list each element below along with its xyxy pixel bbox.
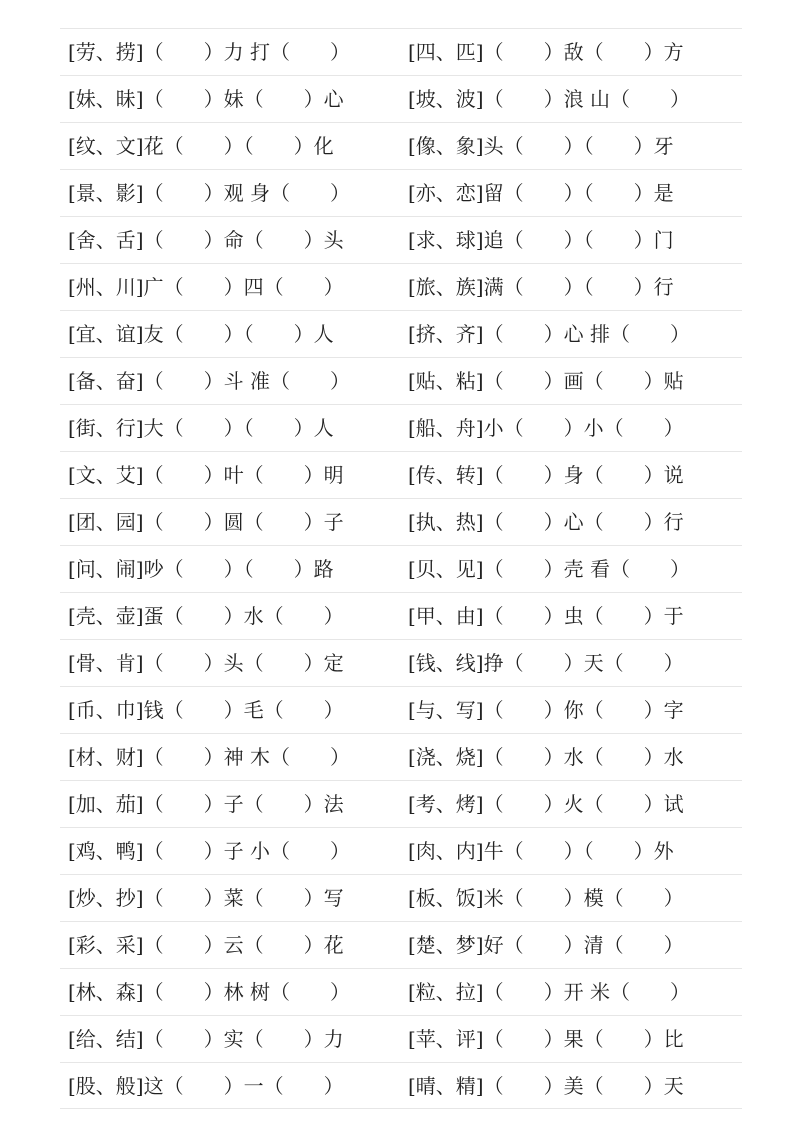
- exercise-left: [68, 170, 350, 216]
- char-pair: [船、舟]: [408, 416, 484, 440]
- exercise-right: [408, 405, 684, 451]
- exercise-right: [408, 76, 690, 122]
- char-pair: [给、结]: [68, 1027, 144, 1051]
- exercise-right: [408, 123, 674, 169]
- char-pair: [旅、族]: [408, 275, 484, 299]
- worksheet-row: [60, 216, 742, 263]
- fill-in-blanks[interactable]: （ ）子 小（ ）: [143, 839, 350, 863]
- fill-in-blanks[interactable]: （ ）身（ ）说: [483, 463, 684, 487]
- char-pair: [加、茄]: [68, 792, 144, 816]
- char-pair: [像、象]: [408, 134, 484, 158]
- fill-in-blanks[interactable]: （ ）虫（ ）于: [483, 604, 684, 628]
- char-pair: [晴、精]: [408, 1074, 484, 1098]
- exercise-left: [68, 1063, 344, 1109]
- char-pair: [备、奋]: [68, 369, 144, 393]
- char-pair: [板、饭]: [408, 886, 484, 910]
- exercise-right: [408, 29, 684, 75]
- char-pair: [骨、肯]: [68, 651, 144, 675]
- exercise-left: [68, 311, 334, 357]
- fill-in-blanks[interactable]: 米（ ）模（ ）: [483, 886, 684, 910]
- exercise-left: [68, 358, 350, 404]
- char-pair: [坡、波]: [408, 87, 484, 111]
- exercise-right: [408, 311, 690, 357]
- exercise-left: [68, 217, 344, 263]
- worksheet-row: [60, 1015, 742, 1062]
- char-pair: [劳、捞]: [68, 40, 144, 64]
- worksheet-row: [60, 1062, 742, 1109]
- worksheet-row: [60, 310, 742, 357]
- exercise-left: [68, 499, 344, 545]
- worksheet-row: [60, 28, 742, 75]
- fill-in-blanks[interactable]: 友（ ）（ ）人: [143, 322, 334, 346]
- fill-in-blanks[interactable]: （ ）观 身（ ）: [143, 181, 350, 205]
- exercise-right: [408, 828, 674, 874]
- fill-in-blanks[interactable]: （ ）菜（ ）写: [143, 886, 344, 910]
- char-pair: [街、行]: [68, 416, 144, 440]
- fill-in-blanks[interactable]: 留（ ）（ ）是: [483, 181, 674, 205]
- char-pair: [甲、由]: [408, 604, 484, 628]
- fill-in-blanks[interactable]: 蛋（ ）水（ ）: [143, 604, 344, 628]
- fill-in-blanks[interactable]: 小（ ）小（ ）: [483, 416, 684, 440]
- char-pair: [文、艾]: [68, 463, 144, 487]
- fill-in-blanks[interactable]: 花（ ）（ ）化: [143, 134, 334, 158]
- fill-in-blanks[interactable]: （ ）云（ ）花: [143, 933, 344, 957]
- char-pair: [传、转]: [408, 463, 484, 487]
- char-pair: [粒、拉]: [408, 980, 484, 1004]
- worksheet-row: [60, 545, 742, 592]
- exercise-left: [68, 29, 350, 75]
- fill-in-blanks[interactable]: 牛（ ）（ ）外: [483, 839, 674, 863]
- char-pair: [舍、舌]: [68, 228, 144, 252]
- fill-in-blanks[interactable]: （ ）水（ ）水: [483, 745, 684, 769]
- fill-in-blanks[interactable]: （ ）叶（ ）明: [143, 463, 344, 487]
- char-pair: [纹、文]: [68, 134, 144, 158]
- char-pair: [币、巾]: [68, 698, 144, 722]
- char-pair: [求、球]: [408, 228, 484, 252]
- char-pair: [材、财]: [68, 745, 144, 769]
- char-pair: [肉、内]: [408, 839, 484, 863]
- fill-in-blanks[interactable]: 满（ ）（ ）行: [483, 275, 674, 299]
- exercise-right: [408, 1016, 684, 1062]
- char-pair: [浇、烧]: [408, 745, 484, 769]
- worksheet-row: [60, 874, 742, 921]
- exercise-right: [408, 217, 674, 263]
- fill-in-blanks[interactable]: （ ）你（ ）字: [483, 698, 684, 722]
- char-pair: [州、川]: [68, 275, 144, 299]
- worksheet-row: [60, 639, 742, 686]
- exercise-right: [408, 640, 684, 686]
- worksheet-row: [60, 686, 742, 733]
- fill-in-blanks[interactable]: 钱（ ）毛（ ）: [143, 698, 344, 722]
- worksheet-row: [60, 404, 742, 451]
- fill-in-blanks[interactable]: （ ）圆（ ）子: [143, 510, 344, 534]
- exercise-left: [68, 405, 334, 451]
- char-pair: [贴、粘]: [408, 369, 484, 393]
- exercise-left: [68, 640, 344, 686]
- worksheet-row: [60, 451, 742, 498]
- fill-in-blanks[interactable]: （ ）美（ ）天: [483, 1074, 684, 1098]
- char-pair: [壳、壶]: [68, 604, 144, 628]
- char-pair: [炒、抄]: [68, 886, 144, 910]
- exercise-left: [68, 828, 350, 874]
- char-pair: [问、闹]: [68, 557, 144, 581]
- fill-in-blanks[interactable]: （ ）浪 山（ ）: [483, 87, 690, 111]
- fill-in-blanks[interactable]: （ ）敌（ ）方: [483, 40, 684, 64]
- fill-in-blanks[interactable]: （ ）心（ ）行: [483, 510, 684, 534]
- fill-in-blanks[interactable]: （ ）心 排（ ）: [483, 322, 690, 346]
- char-pair: [宜、谊]: [68, 322, 144, 346]
- fill-in-blanks[interactable]: （ ）果（ ）比: [483, 1027, 684, 1051]
- exercise-left: [68, 452, 344, 498]
- exercise-right: [408, 264, 674, 310]
- fill-in-blanks[interactable]: 广（ ）四（ ）: [143, 275, 344, 299]
- exercise-right: [408, 734, 684, 780]
- worksheet: [60, 28, 742, 1109]
- exercise-left: [68, 546, 334, 592]
- exercise-left: [68, 875, 344, 921]
- exercise-right: [408, 546, 690, 592]
- worksheet-row: [60, 968, 742, 1015]
- fill-in-blanks[interactable]: 追（ ）（ ）门: [483, 228, 674, 252]
- char-pair: [团、园]: [68, 510, 144, 534]
- exercise-left: [68, 687, 344, 733]
- worksheet-row: [60, 921, 742, 968]
- fill-in-blanks[interactable]: （ ）壳 看（ ）: [483, 557, 690, 581]
- worksheet-row: [60, 357, 742, 404]
- fill-in-blanks[interactable]: （ ）神 木（ ）: [143, 745, 350, 769]
- worksheet-row: [60, 75, 742, 122]
- char-pair: [楚、梦]: [408, 933, 484, 957]
- exercise-right: [408, 170, 674, 216]
- char-pair: [股、般]: [68, 1074, 144, 1098]
- char-pair: [亦、恋]: [408, 181, 484, 205]
- exercise-right: [408, 922, 684, 968]
- fill-in-blanks[interactable]: （ ）实（ ）力: [143, 1027, 344, 1051]
- char-pair: [彩、采]: [68, 933, 144, 957]
- worksheet-row: [60, 122, 742, 169]
- char-pair: [考、烤]: [408, 792, 484, 816]
- fill-in-blanks[interactable]: （ ）子（ ）法: [143, 792, 344, 816]
- fill-in-blanks[interactable]: （ ）命（ ）头: [143, 228, 344, 252]
- fill-in-blanks[interactable]: 吵（ ）（ ）路: [143, 557, 334, 581]
- worksheet-row: [60, 592, 742, 639]
- fill-in-blanks[interactable]: （ ）力 打（ ）: [143, 40, 350, 64]
- char-pair: [执、热]: [408, 510, 484, 534]
- char-pair: [与、写]: [408, 698, 484, 722]
- exercise-left: [68, 922, 344, 968]
- char-pair: [林、森]: [68, 980, 144, 1004]
- exercise-left: [68, 593, 344, 639]
- worksheet-row: [60, 733, 742, 780]
- exercise-right: [408, 593, 684, 639]
- fill-in-blanks[interactable]: 头（ ）（ ）牙: [483, 134, 674, 158]
- fill-in-blanks[interactable]: （ ）妹（ ）心: [143, 87, 344, 111]
- char-pair: [景、影]: [68, 181, 144, 205]
- char-pair: [妹、昧]: [68, 87, 144, 111]
- char-pair: [四、匹]: [408, 40, 484, 64]
- fill-in-blanks[interactable]: （ ）斗 准（ ）: [143, 369, 350, 393]
- exercise-left: [68, 76, 344, 122]
- exercise-left: [68, 123, 334, 169]
- fill-in-blanks[interactable]: （ ）开 米（ ）: [483, 980, 690, 1004]
- exercise-right: [408, 781, 684, 827]
- fill-in-blanks[interactable]: （ ）林 树（ ）: [143, 980, 350, 1004]
- exercise-right: [408, 358, 684, 404]
- exercise-left: [68, 781, 344, 827]
- worksheet-row: [60, 169, 742, 216]
- exercise-left: [68, 1016, 344, 1062]
- exercise-left: [68, 264, 344, 310]
- exercise-left: [68, 969, 350, 1015]
- exercise-right: [408, 969, 690, 1015]
- fill-in-blanks[interactable]: 这（ ）一（ ）: [143, 1074, 344, 1098]
- worksheet-row: [60, 498, 742, 545]
- char-pair: [挤、齐]: [408, 322, 484, 346]
- fill-in-blanks[interactable]: （ ）火（ ）试: [483, 792, 684, 816]
- worksheet-row: [60, 263, 742, 310]
- exercise-right: [408, 687, 684, 733]
- char-pair: [钱、线]: [408, 651, 484, 675]
- fill-in-blanks[interactable]: 好（ ）清（ ）: [483, 933, 684, 957]
- exercise-left: [68, 734, 350, 780]
- exercise-right: [408, 452, 684, 498]
- char-pair: [鸡、鸭]: [68, 839, 144, 863]
- exercise-right: [408, 1063, 684, 1109]
- fill-in-blanks[interactable]: 挣（ ）天（ ）: [483, 651, 684, 675]
- worksheet-row: [60, 780, 742, 827]
- fill-in-blanks[interactable]: （ ）画（ ）贴: [483, 369, 684, 393]
- char-pair: [贝、见]: [408, 557, 484, 581]
- fill-in-blanks[interactable]: 大（ ）（ ）人: [143, 416, 334, 440]
- exercise-right: [408, 499, 684, 545]
- exercise-right: [408, 875, 684, 921]
- worksheet-row: [60, 827, 742, 874]
- fill-in-blanks[interactable]: （ ）头（ ）定: [143, 651, 344, 675]
- char-pair: [苹、评]: [408, 1027, 484, 1051]
